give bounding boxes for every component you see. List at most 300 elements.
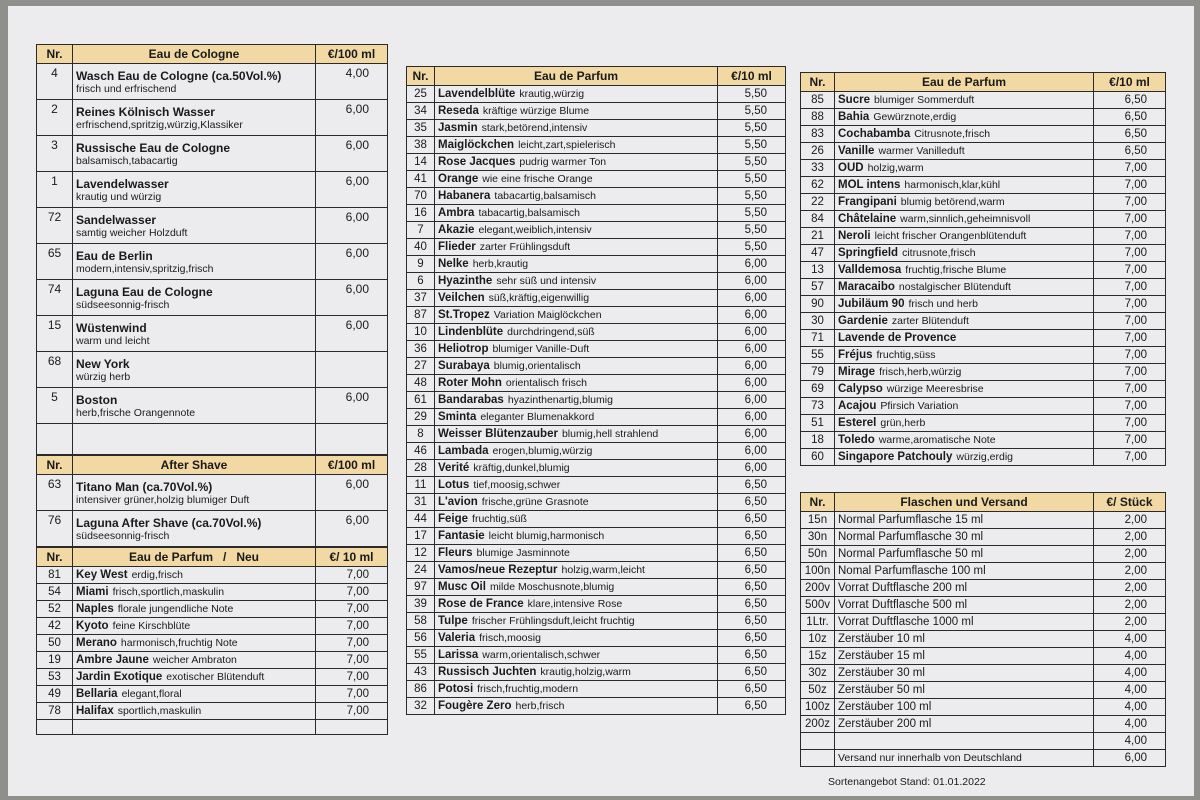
table-row [407, 273, 786, 290]
item-price: 5,50 [718, 222, 786, 239]
item-name-cell [73, 652, 316, 669]
table-row [407, 375, 786, 392]
item-description: blumiger Vanille-Duft [492, 343, 590, 355]
item-number: 68 [37, 352, 73, 388]
item-name-cell [435, 647, 718, 664]
item-description: milde Moschusnote,blumig [489, 581, 615, 593]
item-price: 6,50 [718, 528, 786, 545]
item-price: 4,00 [1094, 733, 1166, 750]
header-price: €/100 ml [316, 45, 388, 64]
item-number: 10z [801, 631, 835, 648]
table-row [801, 92, 1166, 109]
item-name-cell [435, 426, 718, 443]
item-name: Zerstäuber 100 ml [838, 701, 932, 713]
item-name: Fougère Zero [438, 700, 512, 712]
item-description: pudrig warmer Ton [519, 156, 607, 168]
table-row [37, 208, 388, 244]
item-price: 6,50 [1094, 143, 1166, 160]
item-name-cell [835, 347, 1094, 364]
table-row [801, 364, 1166, 381]
item-name: Singapore Patchouly [838, 451, 953, 463]
item-price: 7,00 [1094, 160, 1166, 177]
table-row [37, 635, 388, 652]
item-name-cell [835, 512, 1094, 529]
item-number: 50n [801, 546, 835, 563]
item-number: 48 [407, 375, 435, 392]
table-row [407, 205, 786, 222]
item-name-cell [835, 665, 1094, 682]
item-price: 7,00 [1094, 398, 1166, 415]
header-title: Eau de Cologne [73, 45, 316, 64]
item-number: 57 [801, 279, 835, 296]
item-name-cell [435, 579, 718, 596]
item-description: hyazinthenartig,blumig [507, 394, 613, 406]
item-name-cell [835, 194, 1094, 211]
parfum-mid-table [406, 66, 786, 715]
item-price: 4,00 [1094, 648, 1166, 665]
table-row [407, 103, 786, 120]
item-description: nostalgischer Blütenduft [898, 281, 1011, 293]
item-name-cell [835, 733, 1094, 750]
item-name-cell [435, 528, 718, 545]
item-name: Fantasie [438, 530, 485, 542]
item-name-cell [835, 364, 1094, 381]
item-name: Veilchen [438, 292, 485, 304]
table-row [407, 307, 786, 324]
item-name: Fréjus [838, 349, 873, 361]
item-description: warm,orientalisch,schwer [482, 649, 601, 661]
item-price: 7,00 [316, 635, 388, 652]
item-description: Variation Maiglöckchen [493, 309, 602, 321]
item-description: eleganter Blumenakkord [480, 411, 595, 423]
item-description: leicht blumig,harmonisch [488, 530, 605, 542]
item-name: Surabaya [438, 360, 490, 372]
item-name-cell [835, 597, 1094, 614]
item-name: New York [76, 356, 130, 371]
table-row [37, 280, 388, 316]
item-price: 7,00 [316, 652, 388, 669]
item-price: 6,00 [316, 100, 388, 136]
item-price: 5,50 [718, 137, 786, 154]
item-name-cell [435, 698, 718, 715]
item-name: Rose de France [438, 598, 524, 610]
table-row [407, 341, 786, 358]
item-price: 6,00 [316, 244, 388, 280]
header-price: €/10 ml [718, 67, 786, 86]
item-description: tief,moosig,schwer [473, 479, 561, 491]
item-name-cell [835, 398, 1094, 415]
item-name-cell [835, 529, 1094, 546]
item-number: 51 [801, 415, 835, 432]
item-name: Lavende de Provence [838, 332, 957, 344]
item-number: 7 [407, 222, 435, 239]
item-name-cell [835, 415, 1094, 432]
item-name: Eau de Berlin [76, 248, 153, 263]
item-number: 3 [37, 136, 73, 172]
table-row [801, 546, 1166, 563]
item-number: 83 [801, 126, 835, 143]
item-name: Springfield [838, 247, 899, 259]
item-description: fruchtig,süß [472, 513, 527, 525]
item-name: Verité [438, 462, 470, 474]
table-row [801, 398, 1166, 415]
table-row [801, 648, 1166, 665]
table-row [37, 703, 388, 720]
item-description: frische,grüne Grasnote [481, 496, 589, 508]
item-number: 30z [801, 665, 835, 682]
item-number: 26 [801, 143, 835, 160]
item-description: wie eine frische Orange [482, 173, 593, 185]
item-price: 7,00 [1094, 449, 1166, 466]
item-number: 69 [801, 381, 835, 398]
item-name: Maiglöckchen [438, 139, 515, 151]
item-description: exotischer Blütenduft [166, 671, 265, 683]
item-number: 32 [407, 698, 435, 715]
item-price: 7,00 [1094, 228, 1166, 245]
table-row [407, 154, 786, 171]
item-price: 6,00 [718, 460, 786, 477]
item-name: Lambada [438, 445, 489, 457]
column-right [800, 72, 1166, 767]
table-row [801, 194, 1166, 211]
item-number: 34 [407, 103, 435, 120]
item-description: erogen,blumig,würzig [492, 445, 593, 457]
item-name-cell [835, 211, 1094, 228]
item-description: weicher Ambraton [152, 654, 237, 666]
item-description: harmonisch,fruchtig Note [120, 637, 238, 649]
column-middle [406, 66, 786, 715]
item-number: 15 [37, 316, 73, 352]
table-row [801, 563, 1166, 580]
table-row [37, 244, 388, 280]
item-name-cell [435, 443, 718, 460]
item-number: 12 [407, 545, 435, 562]
item-name-cell [835, 631, 1094, 648]
header-nr: Nr. [37, 456, 73, 475]
item-price: 7,00 [1094, 279, 1166, 296]
header-nr: Nr. [801, 493, 835, 512]
item-description: stark,betörend,intensiv [481, 122, 588, 134]
item-name-cell [435, 630, 718, 647]
item-name-cell [73, 388, 316, 424]
table-row [801, 347, 1166, 364]
item-price: 6,50 [718, 630, 786, 647]
table-row [407, 664, 786, 681]
item-name-cell [835, 648, 1094, 665]
item-price: 6,00 [316, 316, 388, 352]
item-description: Pfirsich Variation [880, 400, 959, 412]
item-name: Musc Oil [438, 581, 486, 593]
item-name: Acajou [838, 400, 877, 412]
item-name-cell [435, 188, 718, 205]
header-nr: Nr. [37, 45, 73, 64]
item-name-cell [435, 681, 718, 698]
item-number: 35 [407, 120, 435, 137]
item-number: 30n [801, 529, 835, 546]
item-name: Orange [438, 173, 479, 185]
item-price: 7,00 [1094, 313, 1166, 330]
item-description: fruchtig,süss [876, 349, 936, 361]
item-name: Valeria [438, 632, 476, 644]
item-number: 86 [407, 681, 435, 698]
item-price: 6,00 [316, 208, 388, 244]
item-name: Akazie [438, 224, 475, 236]
item-name-cell [435, 273, 718, 290]
item-name-cell [435, 477, 718, 494]
item-number: 9 [407, 256, 435, 273]
table-row [407, 426, 786, 443]
item-name: Normal Parfumflasche 30 ml [838, 531, 984, 543]
item-number: 79 [801, 364, 835, 381]
table-row [407, 392, 786, 409]
item-name: Cochabamba [838, 128, 911, 140]
item-price: 6,00 [316, 280, 388, 316]
item-price: 7,00 [1094, 245, 1166, 262]
header-title: After Shave [73, 456, 316, 475]
item-price: 6,00 [316, 388, 388, 424]
item-number: 28 [407, 460, 435, 477]
item-price: 7,00 [1094, 432, 1166, 449]
item-number: 97 [407, 579, 435, 596]
item-price: 6,50 [718, 494, 786, 511]
item-name: Sminta [438, 411, 477, 423]
table-row [801, 330, 1166, 347]
item-description: warm und leicht [76, 334, 150, 347]
table-row [801, 733, 1166, 750]
table-row [407, 647, 786, 664]
item-price: 4,00 [316, 64, 388, 100]
item-number: 16 [407, 205, 435, 222]
table-row [801, 512, 1166, 529]
price-list-sheet [8, 6, 1194, 796]
item-price: 6,50 [718, 579, 786, 596]
table-row [407, 596, 786, 613]
table-row [37, 388, 388, 424]
item-description: herb,frisch [515, 700, 565, 712]
item-description: blumiger Sommerduft [873, 94, 975, 106]
table-row [801, 143, 1166, 160]
item-name: Frangipani [838, 196, 897, 208]
item-number: 36 [407, 341, 435, 358]
item-description: citrusnote,frisch [902, 247, 976, 259]
item-name: Boston [76, 392, 118, 407]
item-description: erfrischend,spritzig,würzig,Klassiker [76, 118, 243, 131]
table-row [801, 432, 1166, 449]
table-row [801, 614, 1166, 631]
item-name-cell [435, 545, 718, 562]
item-name-cell [435, 205, 718, 222]
item-price: 6,50 [718, 647, 786, 664]
table-row [37, 136, 388, 172]
table-row [407, 528, 786, 545]
item-price: 6,00 [718, 392, 786, 409]
item-price: 5,50 [718, 205, 786, 222]
item-number: 4 [37, 64, 73, 100]
item-number: 65 [37, 244, 73, 280]
item-number: 70 [407, 188, 435, 205]
table-row [407, 681, 786, 698]
item-name-cell [835, 160, 1094, 177]
item-name: Reines Kölnisch Wasser [76, 104, 215, 119]
table-row [801, 699, 1166, 716]
item-number: 15n [801, 512, 835, 529]
item-name: Zerstäuber 50 ml [838, 684, 925, 696]
item-number: 10 [407, 324, 435, 341]
item-name: Larissa [438, 649, 479, 661]
item-description: blumig betörend,warm [900, 196, 1005, 208]
item-name: Vorrat Duftflasche 200 ml [838, 582, 968, 594]
item-name: Tulpe [438, 615, 468, 627]
item-name: Zerstäuber 15 ml [838, 650, 925, 662]
item-number: 15z [801, 648, 835, 665]
header-nr: Nr. [407, 67, 435, 86]
item-name-cell [435, 120, 718, 137]
item-number: 50 [37, 635, 73, 652]
item-number: 21 [801, 228, 835, 245]
item-price: 6,50 [718, 477, 786, 494]
item-name: Reseda [438, 105, 479, 117]
table-row [801, 580, 1166, 597]
table-row [407, 613, 786, 630]
item-description: würzig,erdig [956, 451, 1013, 463]
item-name-cell [73, 567, 316, 584]
aftershave-rows [37, 475, 388, 547]
item-name-cell [835, 92, 1094, 109]
item-description: frisch und herb [908, 298, 978, 310]
item-name: Vanille [838, 145, 875, 157]
item-price: 6,00 [718, 409, 786, 426]
item-number: 8 [407, 426, 435, 443]
item-price: 6,00 [316, 511, 388, 547]
table-row [801, 211, 1166, 228]
item-number: 30 [801, 313, 835, 330]
header-nr: Nr. [37, 548, 73, 567]
item-price: 7,00 [1094, 296, 1166, 313]
item-number: 1Ltr. [801, 614, 835, 631]
item-description: elegant,floral [121, 688, 182, 700]
table-row [801, 245, 1166, 262]
item-description: harmonisch,klar,kühl [904, 179, 1001, 191]
item-price: 7,00 [316, 584, 388, 601]
item-number: 39 [407, 596, 435, 613]
item-price: 7,00 [1094, 415, 1166, 432]
item-description: würzig herb [76, 370, 131, 383]
item-name: Nomal Parfumflasche 100 ml [838, 565, 986, 577]
table-row [407, 579, 786, 596]
parfum-neu-rows [37, 567, 388, 720]
item-name: Vorrat Duftflasche 500 ml [838, 599, 968, 611]
item-number: 47 [801, 245, 835, 262]
table-row [37, 567, 388, 584]
header-price: €/100 ml [316, 456, 388, 475]
item-number: 56 [407, 630, 435, 647]
item-price: 7,00 [1094, 330, 1166, 347]
table-row [801, 262, 1166, 279]
empty-row [37, 424, 388, 455]
item-name-cell [835, 330, 1094, 347]
item-description: warm,sinnlich,geheimnisvoll [900, 213, 1031, 225]
item-name: Wasch Eau de Cologne (ca.50Vol.%) [76, 68, 282, 83]
item-description: fruchtig,frische Blume [905, 264, 1007, 276]
item-name-cell [835, 699, 1094, 716]
item-number: 31 [407, 494, 435, 511]
item-number: 55 [801, 347, 835, 364]
item-number: 90 [801, 296, 835, 313]
item-name-cell [435, 154, 718, 171]
item-description: sehr süß und intensiv [496, 275, 597, 287]
item-name-cell [835, 716, 1094, 733]
table-row [37, 100, 388, 136]
item-price: 2,00 [1094, 529, 1166, 546]
item-name: Sandelwasser [76, 212, 157, 227]
item-price: 6,00 [718, 307, 786, 324]
item-price: 2,00 [1094, 614, 1166, 631]
item-name: Zerstäuber 10 ml [838, 633, 925, 645]
item-price: 6,00 [316, 136, 388, 172]
item-number: 11 [407, 477, 435, 494]
item-name-cell [435, 613, 718, 630]
item-name: Nelke [438, 258, 469, 270]
table-row [801, 750, 1166, 767]
item-name-cell [73, 618, 316, 635]
item-name-cell [435, 358, 718, 375]
item-name: Habanera [438, 190, 491, 202]
item-number: 22 [801, 194, 835, 211]
item-name-cell [73, 172, 316, 208]
item-name: Sucre [838, 94, 870, 106]
item-name-cell [435, 239, 718, 256]
item-price: 6,00 [1094, 750, 1166, 767]
header-price: €/ 10 ml [316, 548, 388, 567]
table-row [801, 381, 1166, 398]
item-description: tabacartig,balsamisch [494, 190, 596, 202]
item-name-cell [835, 682, 1094, 699]
item-name-cell [835, 177, 1094, 194]
item-price: 7,00 [316, 618, 388, 635]
item-name-cell [73, 64, 316, 100]
item-number: 14 [407, 154, 435, 171]
item-number: 55 [407, 647, 435, 664]
table-row [37, 172, 388, 208]
item-description: warmer Vanilleduft [878, 145, 965, 157]
item-number: 50z [801, 682, 835, 699]
table-row [407, 545, 786, 562]
item-number: 19 [37, 652, 73, 669]
parfum-neu-table [36, 547, 388, 735]
item-price: 6,50 [718, 664, 786, 681]
item-description: modern,intensiv,spritzig,frisch [76, 262, 214, 275]
item-name: OUD [838, 162, 864, 174]
item-name-cell [435, 307, 718, 324]
item-name-cell [835, 262, 1094, 279]
item-description: erdig,frisch [131, 569, 183, 581]
item-name: Halifax [76, 705, 114, 717]
table-row [37, 584, 388, 601]
item-name: Gardenie [838, 315, 888, 327]
item-name: Normal Parfumflasche 50 ml [838, 548, 984, 560]
item-name-cell [835, 228, 1094, 245]
item-name: Key West [76, 569, 128, 581]
header-nr: Nr. [801, 73, 835, 92]
item-description: sportlich,maskulin [117, 705, 202, 717]
item-number: 40 [407, 239, 435, 256]
item-price: 7,00 [316, 567, 388, 584]
item-number: 73 [801, 398, 835, 415]
item-name-cell [435, 256, 718, 273]
item-number: 13 [801, 262, 835, 279]
table-row [407, 222, 786, 239]
item-number: 81 [37, 567, 73, 584]
